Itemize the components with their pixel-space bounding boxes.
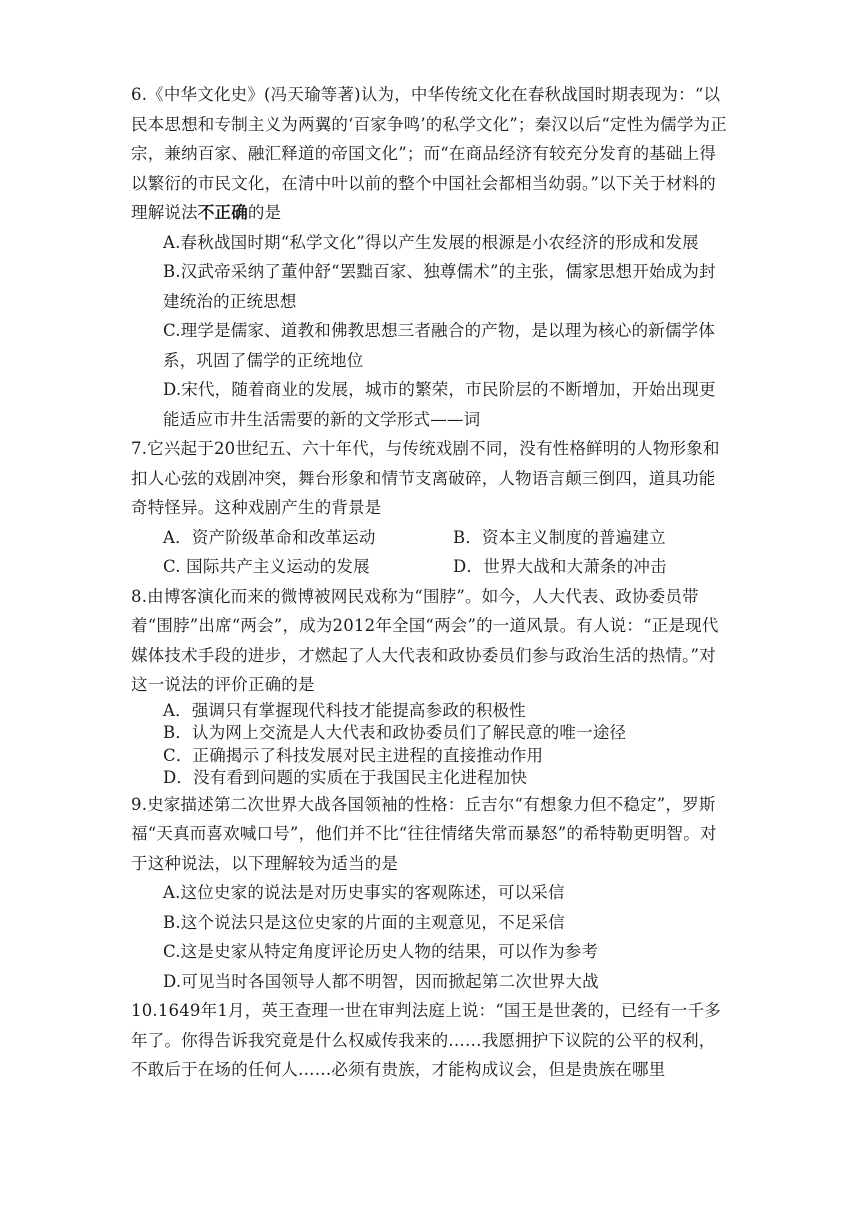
question-stem: [131, 80, 731, 228]
option-d: D．世界大战和大萧条的冲击: [453, 557, 667, 576]
question-8: [131, 582, 731, 790]
page-content: [131, 80, 731, 1085]
option-a: A.春秋战国时期“私学文化”得以产生发展的根源是小农经济的形成和发展: [163, 232, 699, 252]
question-stem: 10.1649年1月，英王查理一世在审判法庭上说：“国王是世袭的，已经有一千多年了。你得告诉我究竟是什么权威传我来的……我愿拥护下议院的公平的权利，不敢后于在场的任何人……必须有贵族，才能构成议会，但是贵族在哪里: [131, 1001, 721, 1079]
option-row-2: [131, 552, 731, 582]
question-10: [131, 996, 731, 1085]
stem-emphasis: 不正确: [197, 203, 248, 222]
option-c: C．正确揭示了科技发展对民主进程的直接推动作用: [163, 745, 544, 765]
question-9: [131, 790, 731, 997]
option-c: C.理学是儒家、道教和佛教思想三者融合的产物，是以理为核心的新儒学体系，巩固了儒学的正统地位: [163, 321, 716, 370]
question-stem: 7.它兴起于20世纪五、六十年代，与传统戏剧不同，没有性格鲜明的人物形象和扣人心弦的戏剧冲突，舞台形象和情节支离破碎，人物语言颠三倒四，道具功能奇特怪异。这种戏剧产生的背景是: [131, 439, 720, 517]
option-a: A．强调只有掌握现代科技才能提高参政的积极性: [163, 700, 526, 720]
stem-text-end: 的是: [247, 203, 282, 222]
option-c: C.这是史家从特定角度评论历史人物的结果，可以作为参考: [163, 942, 599, 961]
option-b: B.汉武帝采纳了董仲舒“罢黜百家、独尊儒术”的主张，儒家思想开始成为封建统治的正统思想: [163, 262, 716, 311]
question-6: [131, 80, 731, 434]
question-stem: 9.史家描述第二次世界大战各国领袖的性格：丘吉尔“有想象力但不稳定”，罗斯福“天真而喜欢喊口号”，他们并不比“往往情绪失常而暴怒”的希特勒更明智。对于这种说法，以下理解较为适当的是: [131, 794, 717, 873]
option-d: D.可见当时各国领导人都不明智，因而掀起第二次世界大战: [163, 971, 599, 991]
option-row-1: [131, 523, 731, 553]
question-stem: 8.由博客演化而来的微博被网民戏称为“围脖”。如今，人大代表、政协委员带着“围脖”出席“两会”，成为2012年全国“两会”的一道风景。有人说：“正是现代媒体技术手段的进步，才燃起了人大代表和政协委员们参与政治生活的热情。”对这一说法的评价正确的是: [131, 586, 719, 694]
option-a: A.这位史家的说法是对历史事实的客观陈述，可以采信: [163, 883, 565, 902]
option-b: B．资本主义制度的普遍建立: [453, 527, 666, 547]
option-d: D.宋代，随着商业的发展，城市的繁荣，市民阶层的不断增加，开始出现更能适应市井生活需要的新的文学形式——词: [163, 380, 716, 429]
question-7: [131, 434, 731, 582]
option-a: A．资产阶级革命和改革运动: [163, 527, 376, 547]
option-c: C. 国际共产主义运动的发展: [163, 557, 370, 576]
option-b: B．认为网上交流是人大代表和政协委员们了解民意的唯一途径: [163, 723, 627, 742]
stem-text: 6.《中华文化史》(冯天瑜等著)认为，中华传统文化在春秋战国时期表现为：“以民本思想和专制主义为两翼的‘百家争鸣’的私学文化”；秦汉以后“定性为儒学为正宗，兼纳百家、融汇释道的帝国文化”；而“在商品经济有较充分发育的基础上得以繁衍的市民文化，在清中叶以前的整个中国社会都相当幼弱。”以下关于材料的理解说法: [131, 85, 727, 222]
option-d: D．没有看到问题的实质在于我国民主化进程加快: [163, 768, 528, 787]
option-b: B.这个说法只是这位史家的片面的主观意见，不足采信: [163, 912, 565, 932]
